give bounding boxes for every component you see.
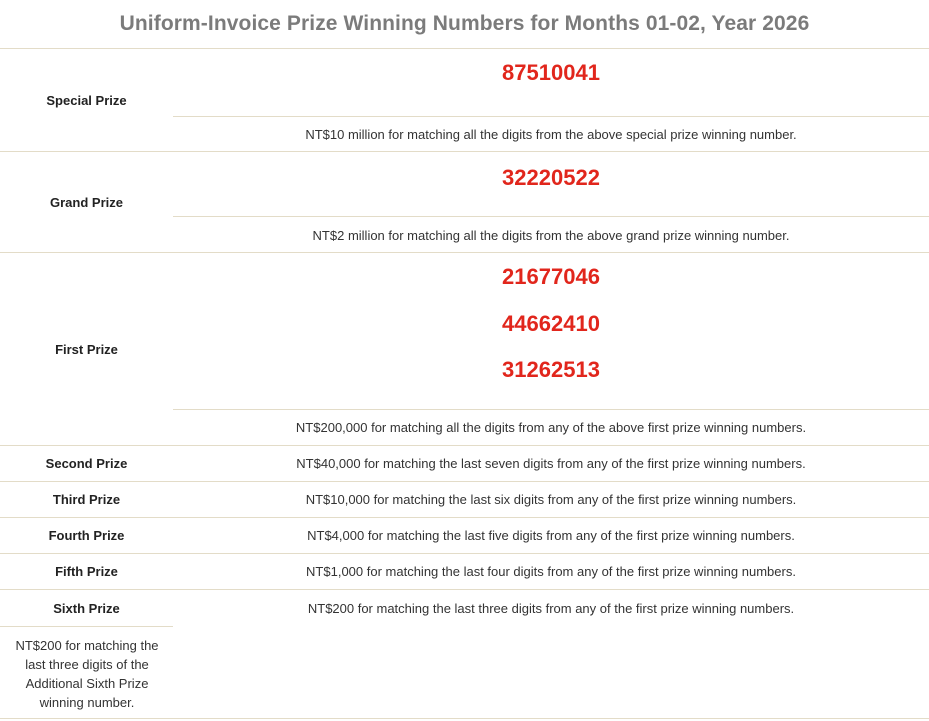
divider	[173, 116, 929, 117]
grand-prize-desc: NT$2 million for matching all the digits from the above grand prize winning number.	[312, 228, 790, 243]
sixth-prize-desc: NT$200 for matching the last three digits from any of the first prize winning numbers.	[307, 601, 795, 616]
second-prize-label: Second Prize	[45, 456, 128, 471]
divider	[0, 718, 929, 719]
grand-prize-number: 32220522	[502, 165, 600, 190]
special-prize-desc: NT$10 million for matching all the digits from the above special prize winning number.	[305, 127, 797, 142]
special-prize-number: 87510041	[502, 60, 600, 85]
fifth-prize-label: Fifth Prize	[55, 564, 118, 579]
page-title: Uniform-Invoice Prize Winning Numbers for Months 01-02, Year 2026	[119, 12, 810, 35]
first-prize-number: 31262513	[502, 357, 600, 382]
divider	[173, 216, 929, 217]
table-header	[0, 0, 929, 49]
first-prize-desc: NT$200,000 for matching all the digits from any of the above first prize winning numbers.	[295, 420, 807, 435]
first-prize-number: 44662410	[502, 311, 600, 336]
fourth-prize-desc: NT$4,000 for matching the last five digits from any of the first prize winning numbers.	[307, 528, 795, 543]
special-prize-label: Special Prize	[46, 92, 127, 108]
grand-prize-label: Grand Prize	[50, 194, 123, 210]
sixth-prize-label: Sixth Prize	[53, 600, 120, 616]
first-prize-number: 21677046	[502, 264, 600, 289]
divider	[173, 409, 929, 410]
fifth-prize-desc: NT$1,000 for matching the last four digits from any of the first prize winning numbers.	[306, 564, 796, 579]
fourth-prize-label: Fourth Prize	[48, 528, 125, 543]
additional-sixth-prize-note: NT$200 for matching the last three digits of the Additional Sixth Prize winning number.	[15, 638, 159, 710]
second-prize-desc: NT$40,000 for matching the last seven digits from any of the first prize winning numbers.	[296, 456, 806, 471]
divider	[0, 626, 173, 627]
first-prize-label: First Prize	[55, 341, 118, 357]
third-prize-desc: NT$10,000 for matching the last six digits from any of the first prize winning numbers.	[305, 492, 797, 507]
third-prize-label: Third Prize	[52, 492, 121, 507]
